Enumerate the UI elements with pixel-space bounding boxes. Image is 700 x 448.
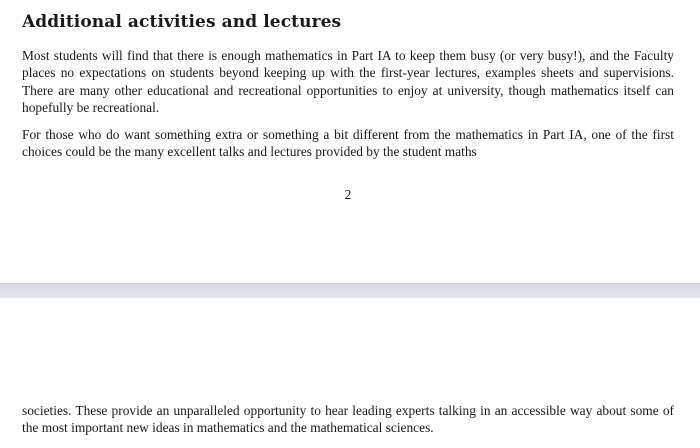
page-number: 2	[344, 187, 352, 202]
paragraph-intro: Most students will find that there is enough mathematics in Part IA to keep them busy (or very busy!), and the Faculty places no expectations on students beyond keeping up with the first-year lectures, examples sheets and supervisions. There are many other educational and recreational opportunities to enjoy at university, though mathematics itself can hopefully be recreational.	[22, 48, 674, 115]
document-page-3	[0, 298, 700, 448]
page-separator	[0, 283, 700, 299]
section-heading: Additional activities and lectures	[22, 12, 342, 32]
paragraph-societies: societies. These provide an unparalleled opportunity to hear leading experts talking in an accessible way about some of the most important new ideas in mathematics and the mathematical sciences.	[22, 403, 674, 436]
paragraph-talks: For those who do want something extra or something a bit different from the mathematics in Part IA, one of the first choices could be the many excellent talks and lectures provided by the student maths	[22, 127, 674, 160]
